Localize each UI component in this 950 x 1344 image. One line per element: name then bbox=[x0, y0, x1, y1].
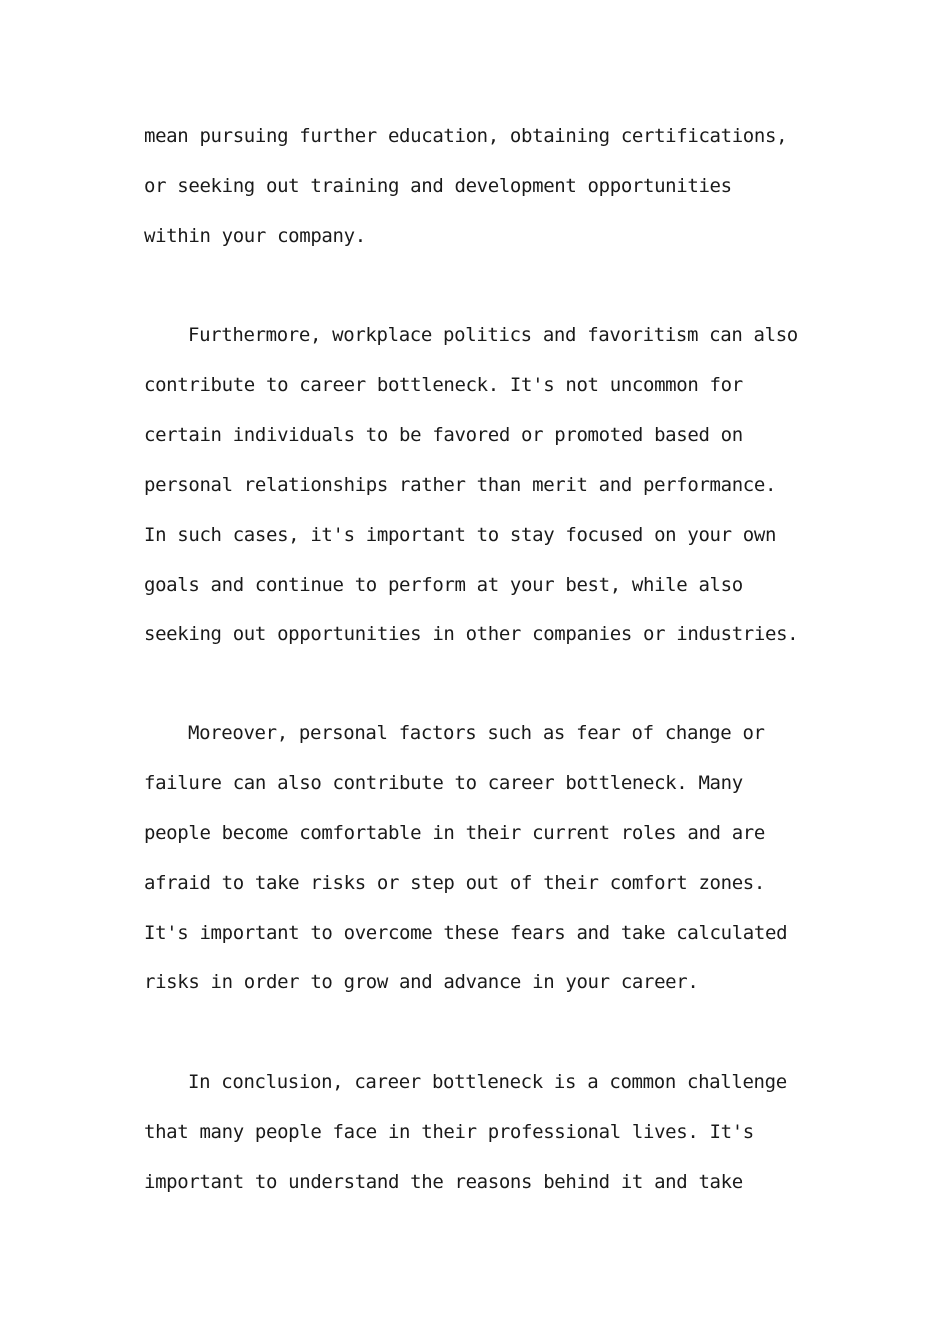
paragraph-line: In such cases, it's important to stay focused on your own bbox=[144, 524, 777, 546]
paragraph-line: within your company. bbox=[144, 225, 366, 247]
paragraph-line: mean pursuing further education, obtaining certifications, bbox=[144, 125, 788, 147]
paragraph-4 bbox=[144, 1069, 824, 1193]
paragraph-line: or seeking out training and development opportunities bbox=[144, 175, 732, 197]
paragraph-line: afraid to take risks or step out of their comfort zones. bbox=[144, 872, 765, 894]
paragraph-2 bbox=[144, 322, 824, 645]
paragraph-3 bbox=[144, 720, 824, 993]
paragraph-line: contribute to career bottleneck. It's not uncommon for bbox=[144, 374, 743, 396]
paragraph-line: Moreover, personal factors such as fear of change or bbox=[188, 722, 765, 744]
paragraph-line: Furthermore, workplace politics and favoritism can also bbox=[188, 324, 798, 346]
paragraph-line: In conclusion, career bottleneck is a common challenge bbox=[188, 1071, 787, 1093]
paragraph-line: personal relationships rather than merit and performance. bbox=[144, 474, 777, 496]
paragraph-line: people become comfortable in their current roles and are bbox=[144, 822, 765, 844]
paragraph-line: certain individuals to be favored or promoted based on bbox=[144, 424, 743, 446]
paragraph-line: It's important to overcome these fears and take calculated bbox=[144, 922, 788, 944]
paragraph-line: that many people face in their professional lives. It's bbox=[144, 1121, 754, 1143]
paragraph-line: important to understand the reasons behind it and take bbox=[144, 1171, 743, 1193]
paragraph-1 bbox=[144, 123, 824, 247]
paragraph-line: goals and continue to perform at your best, while also bbox=[144, 574, 743, 596]
paragraph-line: risks in order to grow and advance in your career. bbox=[144, 971, 699, 993]
paragraph-line: seeking out opportunities in other companies or industries. bbox=[144, 623, 799, 645]
paragraph-line: failure can also contribute to career bottleneck. Many bbox=[144, 772, 743, 794]
